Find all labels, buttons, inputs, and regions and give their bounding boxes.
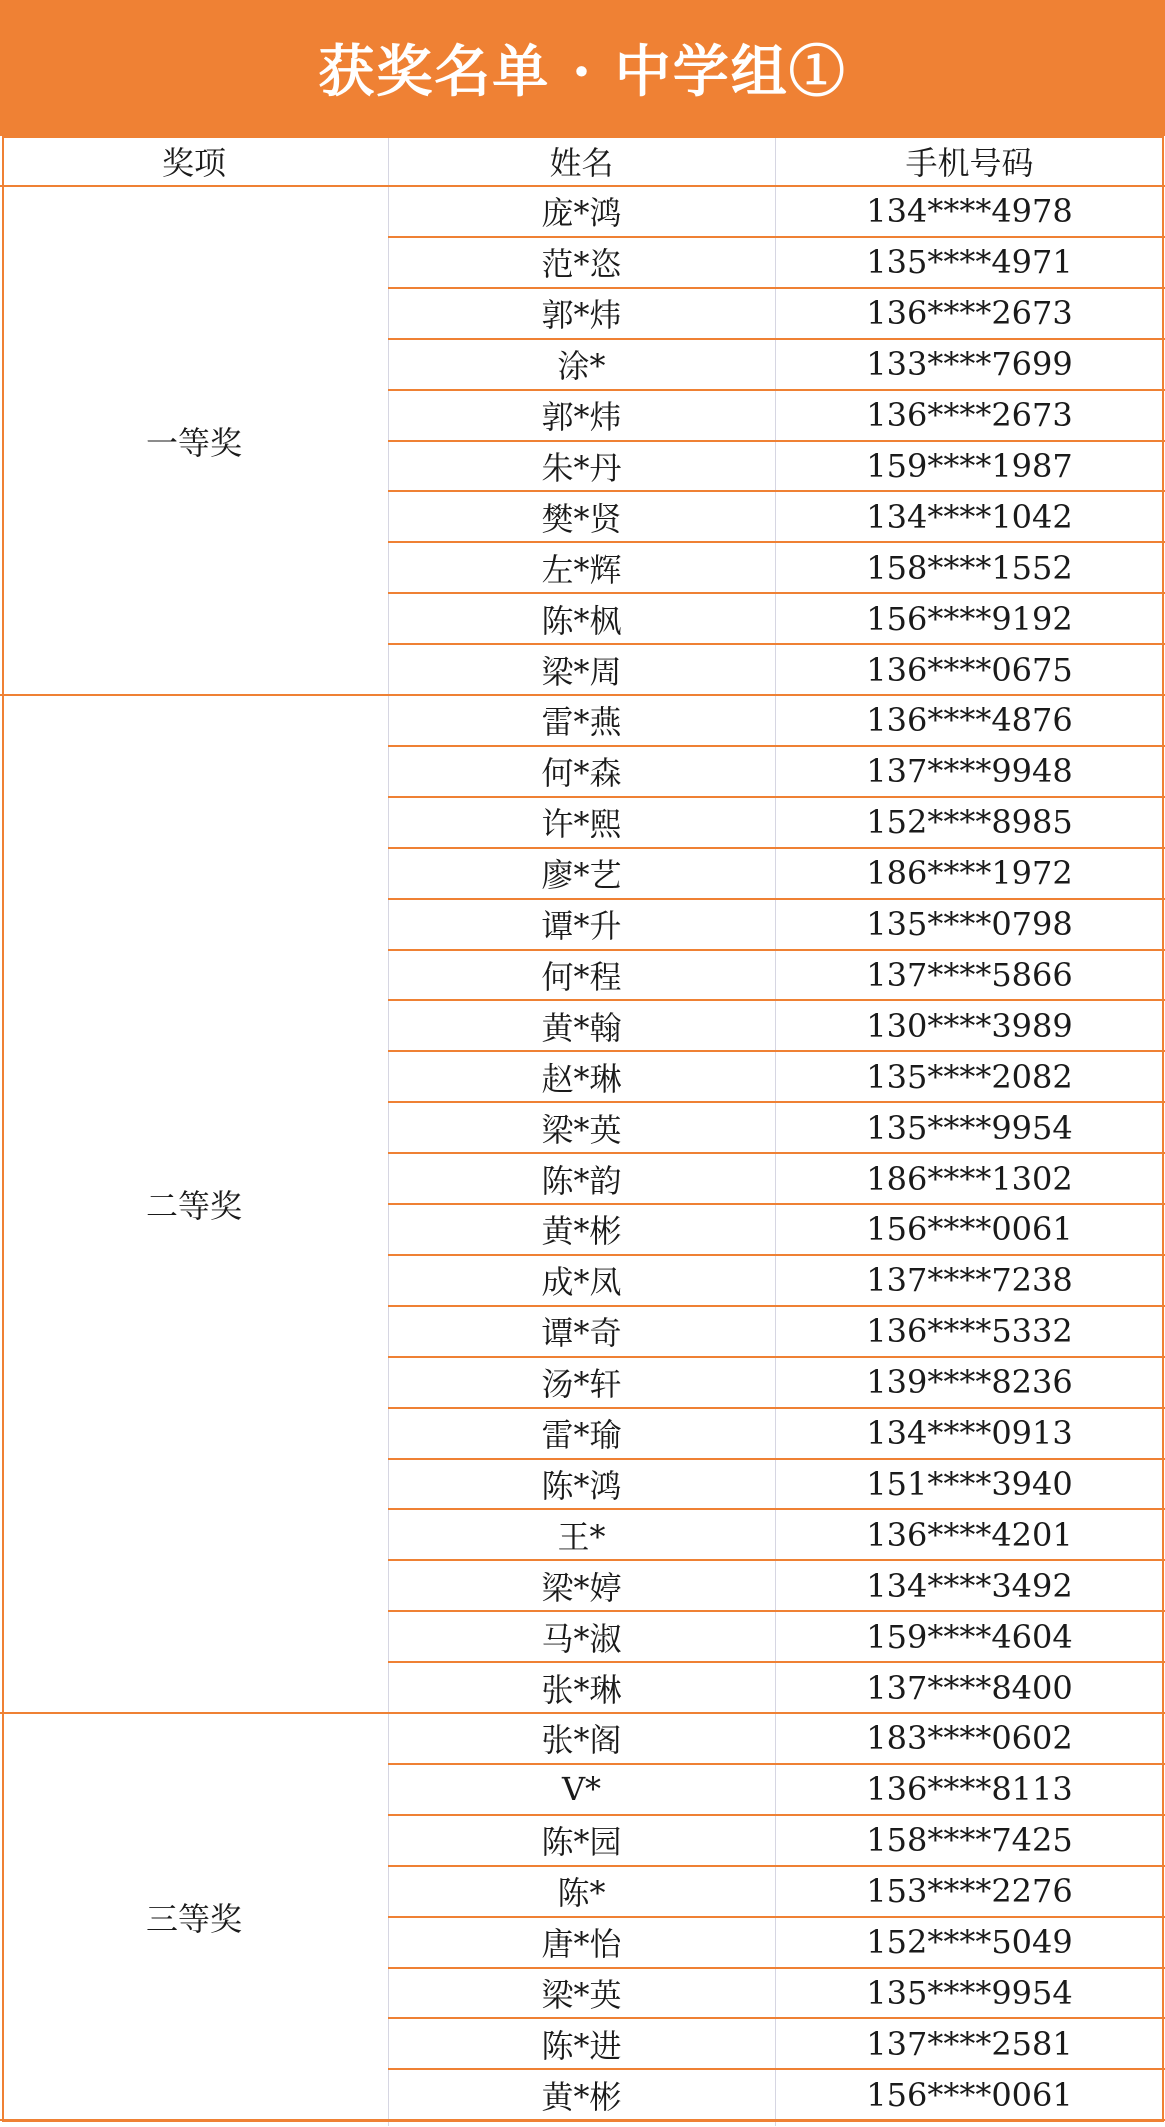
winner-phone: 135****9954 (866, 1973, 1073, 2012)
table-frame (2, 136, 1164, 2122)
winner-phone: 152****8985 (866, 803, 1073, 842)
winner-name: 梁*周 (541, 652, 622, 691)
page-title: 获奖名单 · 中学组① (318, 39, 847, 105)
winner-phone: 137****9948 (866, 752, 1073, 791)
winner-phone: 186****1972 (866, 854, 1073, 893)
winner-name: 黄*彬 (541, 2077, 622, 2116)
winner-name: 陈*园 (541, 1823, 622, 1862)
winner-name: 陈* (557, 1874, 606, 1913)
winner-name: 何*程 (541, 957, 622, 996)
winner-phone: 139****8236 (866, 1363, 1073, 1402)
winner-phone: 183****0602 (866, 1719, 1073, 1758)
winner-phone: 137****2581 (866, 2024, 1073, 2063)
winner-name: 陈*鸿 (541, 1466, 622, 1505)
winner-phone: 136****0675 (866, 650, 1073, 689)
winner-phone: 136****2673 (866, 294, 1073, 333)
winner-phone: 136****8113 (866, 1770, 1073, 1809)
winner-name: 黄*翰 (541, 1008, 622, 1047)
winner-name: 左*辉 (541, 550, 622, 589)
winner-phone: 136****2673 (866, 396, 1073, 435)
winner-name: 梁*英 (541, 1975, 622, 2014)
winner-phone: 135****4971 (866, 243, 1073, 282)
winners-table (0, 136, 1165, 2127)
winner-phone: 151****3940 (866, 1464, 1073, 1503)
winner-name: 陈*韵 (541, 1161, 622, 1200)
award-cell: 二等奖 (145, 1187, 242, 1225)
winner-phone: 135****2082 (866, 1057, 1073, 1096)
header-name: 姓名 (549, 144, 614, 182)
winner-name: 雷*瑜 (541, 1416, 622, 1455)
winner-phone: 136****4201 (866, 1515, 1073, 1554)
winner-phone: 186****1302 (866, 1159, 1073, 1198)
winner-phone: 152****5049 (866, 1923, 1073, 1962)
header-award: 奖项 (161, 144, 226, 182)
winner-name: 成*凤 (541, 1263, 622, 1302)
header-phone: 手机号码 (905, 144, 1034, 182)
winner-name: 郭*炜 (541, 296, 622, 335)
winner-name: 陈*进 (541, 2026, 622, 2065)
winner-name: 陈*枫 (541, 601, 622, 640)
winner-name: 庞*鸿 (541, 194, 622, 233)
winner-name: 梁*英 (541, 1110, 622, 1149)
winner-name: 涂* (557, 347, 606, 386)
winner-name: 唐*怡 (541, 1925, 622, 1964)
winner-phone: 137****5866 (866, 955, 1073, 994)
winner-name: 汤*轩 (541, 1365, 622, 1404)
winner-name: 王* (557, 1517, 606, 1556)
winner-name: 何*森 (541, 754, 622, 793)
winner-phone: 159****1987 (866, 446, 1073, 485)
winner-phone: 137****8400 (866, 1668, 1073, 1707)
winner-phone: 134****3492 (866, 1566, 1073, 1605)
winner-name: 范*恣 (541, 245, 622, 284)
winner-phone: 130****3989 (866, 1006, 1073, 1045)
winner-phone: 158****7425 (866, 1821, 1073, 1860)
winner-phone: 137****7238 (866, 1261, 1073, 1300)
winner-phone: 135****0798 (866, 905, 1073, 944)
winner-phone: 134****0913 (866, 1414, 1073, 1453)
winner-name: 谭*奇 (541, 1314, 622, 1353)
winner-phone: 133****7699 (866, 345, 1073, 384)
winner-phone: 134****1042 (866, 497, 1073, 536)
title-banner (0, 0, 1165, 136)
winner-name: 谭*升 (541, 907, 622, 946)
winner-name: 梁*婷 (541, 1568, 622, 1607)
winner-phone: 153****2276 (866, 1872, 1073, 1911)
winner-phone: 134****4978 (866, 192, 1073, 231)
winner-phone: 135****9954 (866, 1108, 1073, 1147)
winner-name: 张*琳 (541, 1670, 622, 1709)
winner-name: 赵*琳 (541, 1059, 622, 1098)
winner-name: 郭*炜 (541, 398, 622, 437)
winner-name: 雷*燕 (541, 703, 622, 742)
winner-name: 许*熙 (541, 805, 622, 844)
winner-name: 黄*彬 (541, 1212, 622, 1251)
winner-name: 朱*丹 (541, 448, 622, 487)
winner-phone: 159****4604 (866, 1617, 1073, 1656)
winner-phone: 156****0061 (866, 1210, 1073, 1249)
award-cell: 三等奖 (145, 1899, 242, 1938)
winner-phone: 158****1552 (866, 548, 1073, 587)
award-cell: 一等奖 (145, 423, 242, 462)
winner-phone: 156****0061 (866, 2075, 1073, 2114)
winner-name: V* (561, 1770, 602, 1809)
winner-name: 张*阁 (541, 1721, 622, 1760)
winner-phone: 136****5332 (866, 1312, 1073, 1351)
winner-name: 樊*贤 (541, 499, 622, 538)
winner-phone: 136****4876 (866, 701, 1073, 740)
winner-phone: 156****9192 (866, 599, 1073, 638)
winner-name: 马*淑 (541, 1619, 622, 1658)
winner-name: 廖*艺 (541, 856, 622, 895)
